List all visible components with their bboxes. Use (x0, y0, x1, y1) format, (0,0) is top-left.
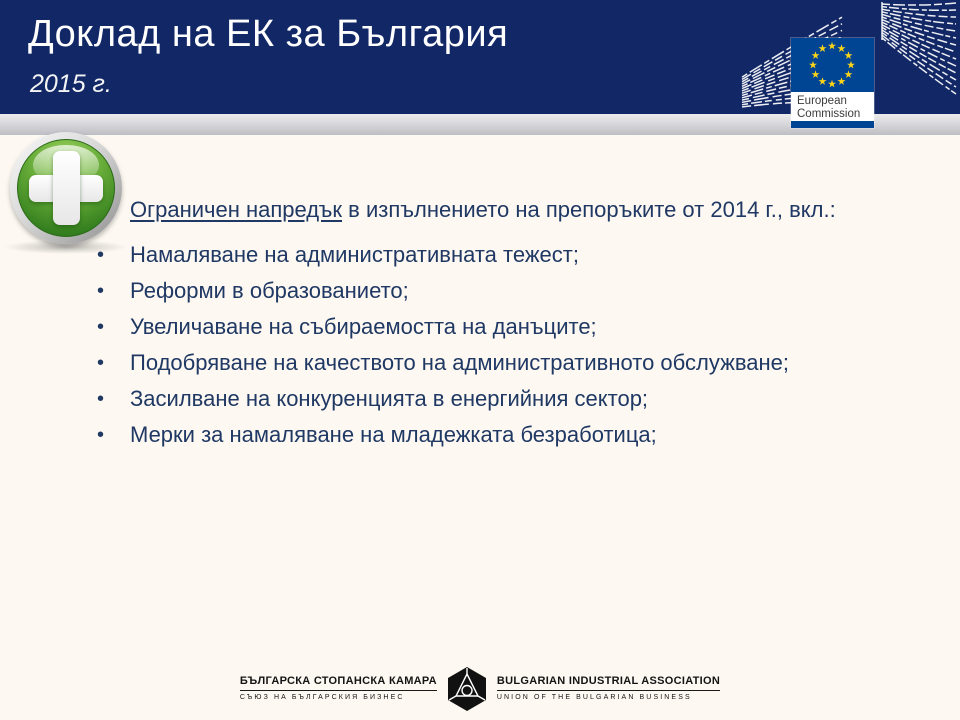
bia-english-subtitle: UNION OF THE BULGARIAN BUSINESS (496, 693, 692, 701)
ec-logo-blue-strip (791, 121, 874, 128)
page-subtitle: 2015 г. (30, 70, 112, 98)
ec-building-sketch-right-icon (880, 0, 958, 114)
bullet-list (130, 244, 930, 446)
list-item: • Намаляване на административната тежест; (130, 244, 930, 266)
plus-icon (10, 132, 122, 244)
plus-icon-cross (29, 151, 103, 225)
list-item: • Мерки за намаляване на младежката безработица; (130, 424, 930, 446)
european-commission-logo (738, 0, 960, 136)
intro-line (130, 197, 930, 223)
plus-icon-sphere (17, 139, 115, 237)
bia-hexagon-icon (444, 666, 490, 712)
ec-wordmark-line1: European (797, 95, 847, 107)
bia-english-block (497, 666, 720, 701)
intro-rest-text: в изпълнението на препоръките от 2014 г., вкл.: (342, 197, 836, 222)
page-title: Доклад на ЕК за България (28, 13, 509, 55)
slide-body (130, 197, 930, 460)
list-item: • Засилване на конкуренцията в енергийния сектор; (130, 388, 930, 410)
bia-bulgarian-subtitle: СЪЮЗ НА БЪЛГАРСКИЯ БИЗНЕС (239, 693, 405, 701)
list-item: • Реформи в образованието; (130, 280, 930, 302)
ec-logo-box (791, 38, 874, 128)
ec-wordmark-line2: Commission (797, 107, 861, 120)
list-item: • Подобряване на качеството на административното обслужване; (130, 352, 930, 374)
bia-footer-logo (0, 666, 960, 712)
bia-english-title: BULGARIAN INDUSTRIAL ASSOCIATION (497, 675, 720, 691)
ec-logo-wordmark (791, 92, 874, 121)
bia-bulgarian-block (240, 666, 437, 701)
bia-bulgarian-title: БЪЛГАРСКА СТОПАНСКА КАМАРА (240, 675, 437, 691)
list-item: • Увеличаване на събираемостта на данъците; (130, 316, 930, 338)
intro-underlined-text: Ограничен напредък (130, 197, 343, 222)
eu-flag-icon (791, 38, 874, 92)
